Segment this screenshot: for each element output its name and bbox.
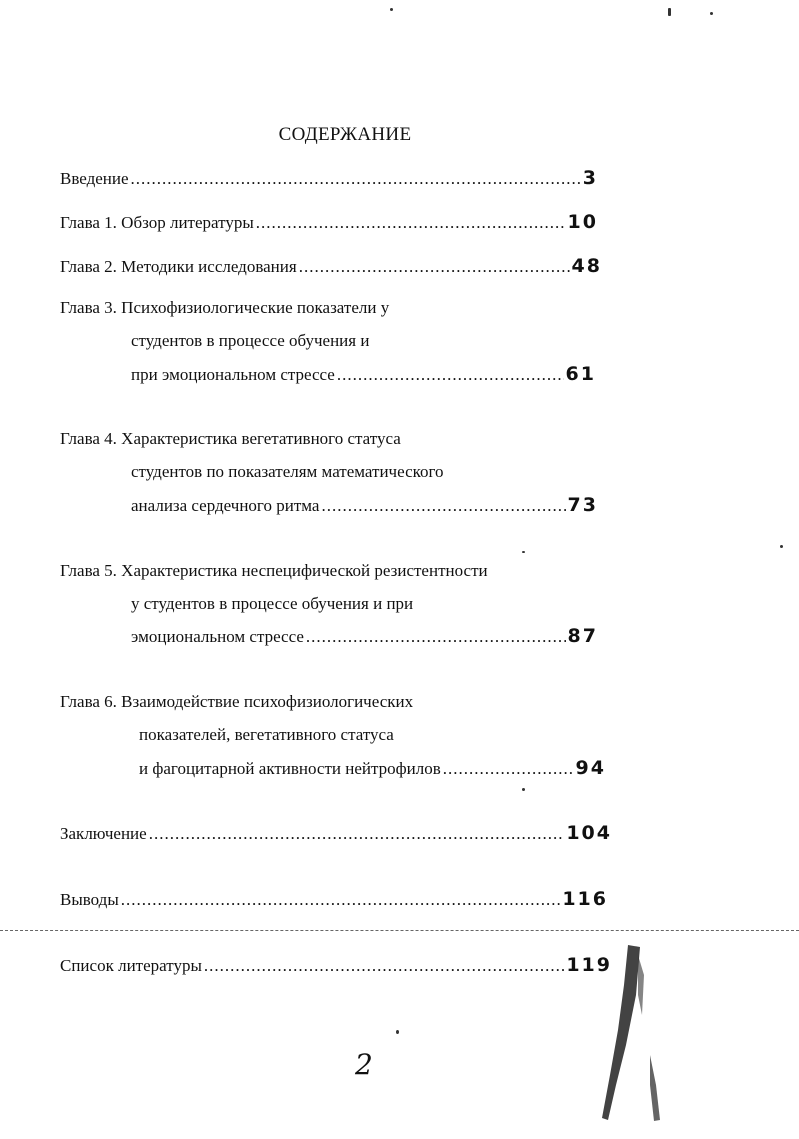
- scan-smudge: [598, 935, 668, 1125]
- scan-speck: [390, 8, 393, 11]
- toc-entry-chapter-6-line-1: Глава 6. Взаимодействие психофизиологических: [60, 692, 414, 711]
- scan-artifact-line: [0, 930, 799, 931]
- leader-dots: [256, 212, 566, 234]
- leader-dots: [321, 495, 565, 517]
- toc-entry-chapter-4: анализа сердечного ритма ..... 73: [131, 494, 598, 517]
- toc-entry-chapter-3-line-2: студентов в процессе обучения и: [131, 331, 370, 350]
- scan-speck: [396, 1030, 399, 1034]
- toc-entry-references: Список литературы ..... 119: [60, 954, 612, 977]
- toc-entry-chapter-5-line-2: у студентов в процессе обучения и при: [131, 594, 414, 613]
- toc-entry-findings: Выводы ..... 116: [60, 888, 608, 911]
- scan-speck: [522, 551, 525, 553]
- leader-dots: [443, 758, 574, 780]
- leader-dots: [131, 168, 581, 190]
- toc-entry-introduction: Введение ..... 3: [60, 167, 598, 190]
- leader-dots: [149, 823, 565, 845]
- toc-entry-chapter-4-line-1: Глава 4. Характеристика вегетативного статуса: [60, 429, 401, 448]
- scan-speck: [668, 8, 671, 16]
- toc-entry-chapter-3-line-1: Глава 3. Психофизиологические показатели у: [60, 298, 390, 317]
- toc-entry-chapter-1: Глава 1. Обзор литературы ..... 10: [60, 211, 598, 234]
- scan-speck: [522, 788, 525, 791]
- toc-entry-chapter-5-line-1: Глава 5. Характеристика неспецифической резистентности: [60, 561, 488, 580]
- leader-dots: [306, 626, 566, 648]
- scan-speck: [710, 12, 713, 15]
- leader-dots: [121, 889, 561, 911]
- toc-title: СОДЕРЖАНИЕ: [278, 124, 412, 145]
- toc-entry-chapter-6: и фагоцитарной активности нейтрофилов ..... 94: [139, 757, 606, 780]
- toc-entry-chapter-3: при эмоциональном стрессе ..... 61: [131, 363, 596, 386]
- toc-entry-chapter-2: Глава 2. Методики исследования ..... 48: [60, 255, 602, 278]
- toc-entry-chapter-4-line-2: студентов по показателям математического: [131, 462, 444, 481]
- leader-dots: [204, 955, 564, 977]
- toc-entry-chapter-5: эмоциональном стрессе ..... 87: [131, 625, 598, 648]
- toc-entry-conclusion: Заключение ..... 104: [60, 822, 612, 845]
- toc-entry-chapter-6-line-2: показателей, вегетативного статуса: [139, 725, 394, 744]
- page-number: 2: [355, 1048, 373, 1081]
- leader-dots: [299, 256, 570, 278]
- leader-dots: [337, 364, 564, 386]
- scan-speck: [780, 545, 783, 548]
